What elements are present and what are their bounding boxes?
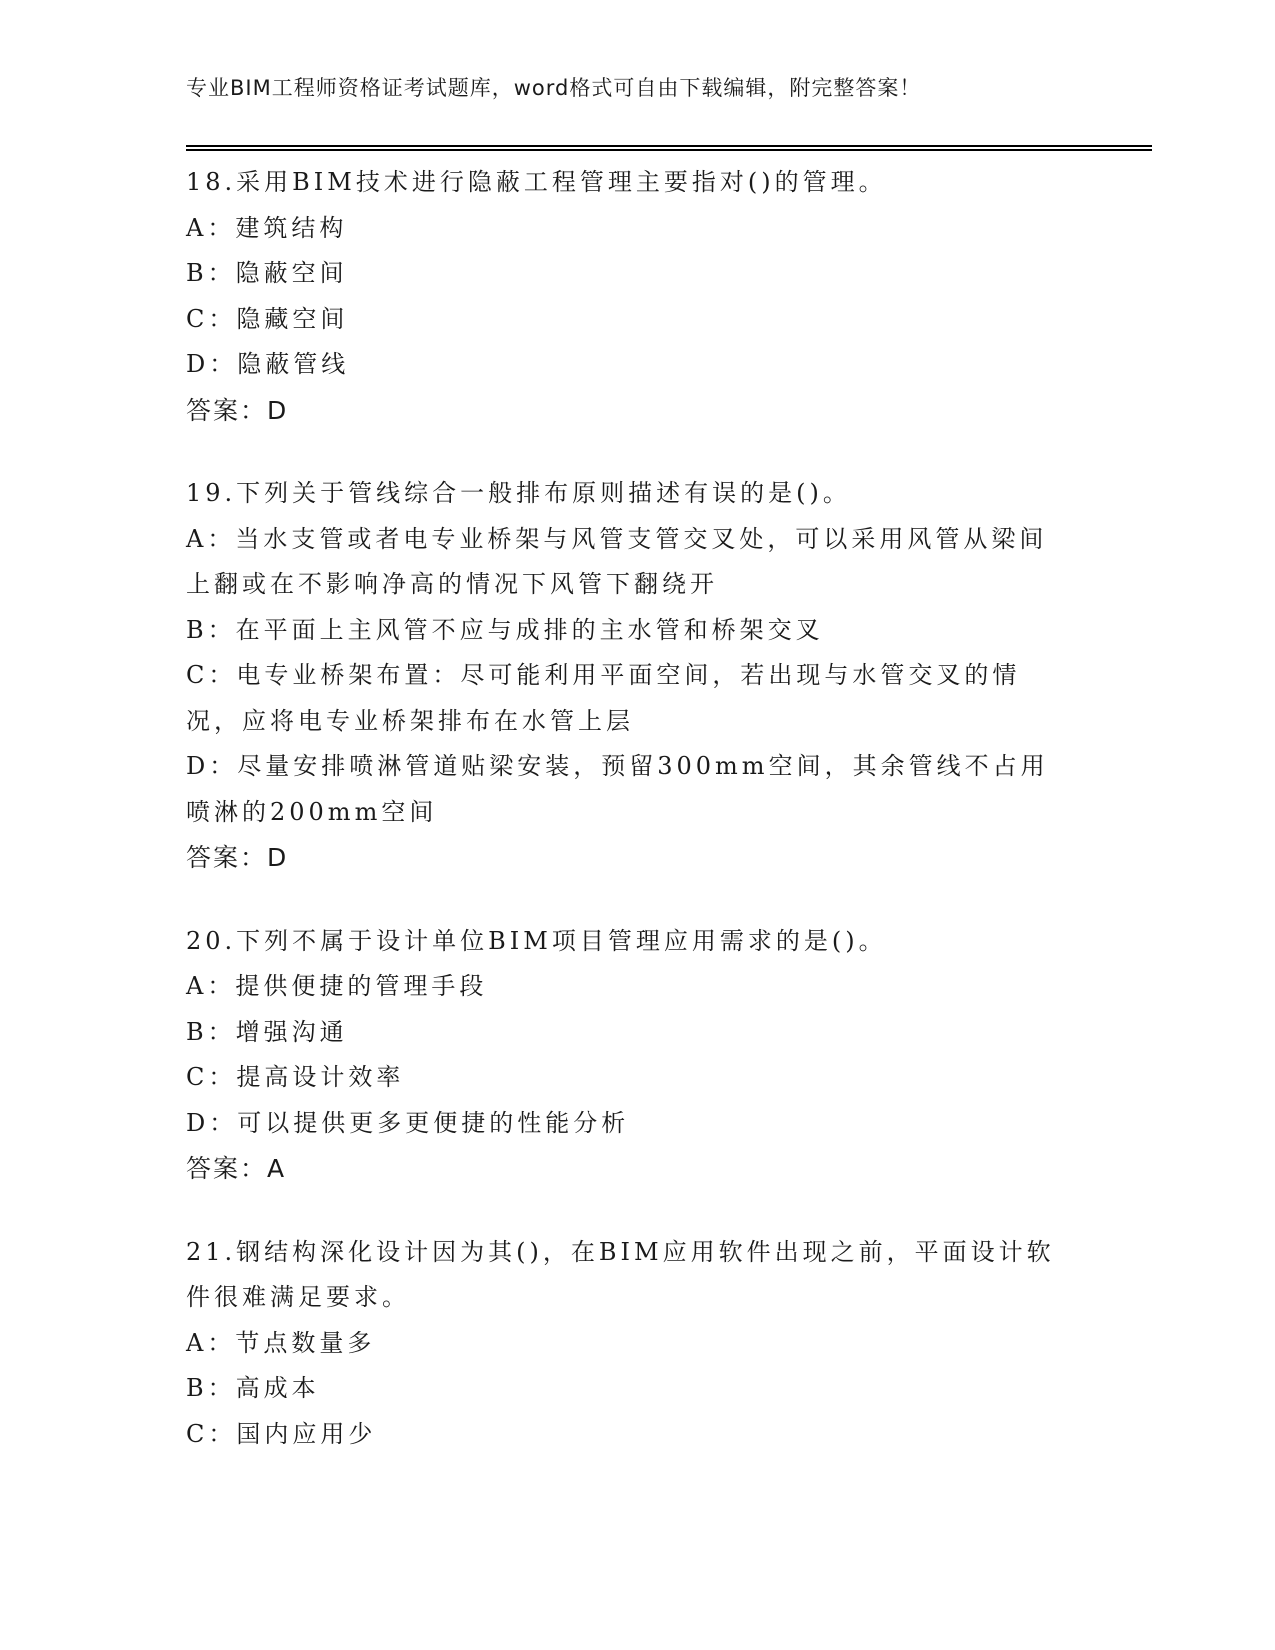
- option-d: D：尽量安排喷淋管道贴梁安装，预留300mm空间，其余管线不占用喷淋的200mm空间: [186, 752, 1049, 826]
- header-rule-top: [186, 145, 1152, 147]
- option-d: D：隐蔽管线: [186, 350, 350, 378]
- answer: 答案：D: [186, 843, 289, 872]
- answer: 答案：A: [186, 1154, 287, 1183]
- option-a: A：提供便捷的管理手段: [186, 972, 488, 1000]
- option-c: C：隐藏空间: [186, 304, 349, 333]
- question-stem: 19.下列关于管线综合一般排布原则描述有误的是()。: [186, 479, 851, 507]
- option-b: B：增强沟通: [186, 1017, 348, 1046]
- question-stem: 21.钢结构深化设计因为其()，在BIM应用软件出现之前，平面设计软件很难满足要求。: [186, 1237, 1055, 1311]
- question-19: [186, 471, 1066, 881]
- option-a: A：建筑结构: [186, 213, 348, 242]
- option-a: A：当水支管或者电专业桥架与风管支管交叉处，可以采用风管从梁间上翻或在不影响净高的情况下风管下翻绕开: [186, 524, 1048, 598]
- question-stem: 20.下列不属于设计单位BIM项目管理应用需求的是()。: [186, 926, 887, 955]
- option-b: B：高成本: [186, 1374, 320, 1402]
- option-c: C：国内应用少: [186, 1419, 377, 1448]
- question-18: [186, 160, 1066, 433]
- answer: 答案：D: [186, 395, 289, 425]
- question-list: [186, 160, 1066, 1495]
- option-a: A：节点数量多: [186, 1328, 376, 1357]
- question-20: [186, 919, 1066, 1192]
- question-stem: 18.采用BIM技术进行隐蔽工程管理主要指对()的管理。: [186, 168, 887, 196]
- option-c: C：电专业桥架布置：尽可能利用平面空间，若出现与水管交叉的情况，应将电专业桥架排布在水管上层: [186, 661, 1021, 735]
- header-rule-bottom: [186, 149, 1152, 151]
- option-c: C：提高设计效率: [186, 1063, 405, 1091]
- document-header: 专业BIM工程师资格证考试题库，word格式可自由下载编辑，附完整答案！: [186, 76, 922, 100]
- option-b: B：在平面上主风管不应与成排的主水管和桥架交叉: [186, 615, 824, 644]
- question-21: [186, 1230, 1066, 1458]
- option-b: B：隐蔽空间: [186, 259, 348, 287]
- option-d: D：可以提供更多更便捷的性能分析: [186, 1108, 630, 1137]
